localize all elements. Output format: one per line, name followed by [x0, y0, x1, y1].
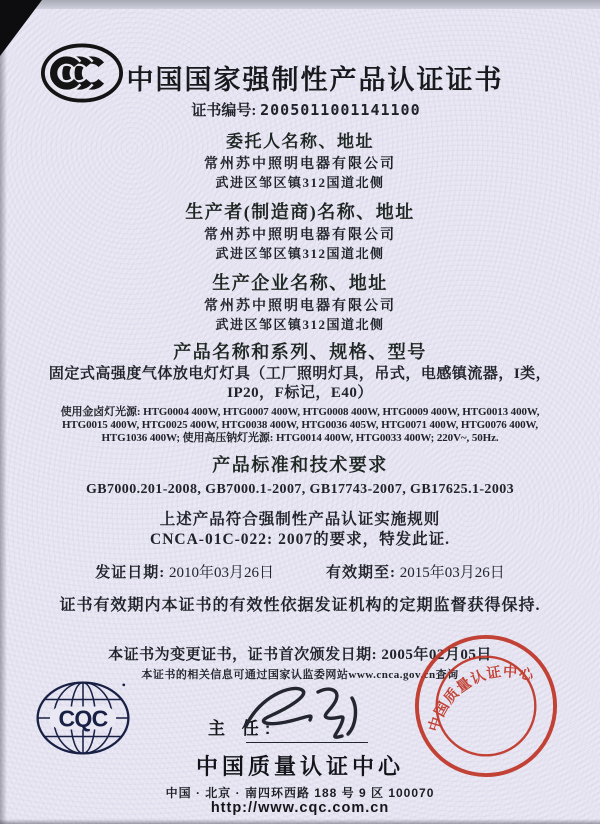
svg-text:中国质量认证中心 — [425, 662, 536, 733]
issue-date-value: 2010年03月26日 — [168, 565, 274, 581]
director-label: 主 任: — [208, 719, 277, 738]
scan-edge-top — [0, 0, 600, 9]
declaration — [28, 510, 572, 550]
factory-heading: 生产企业名称、地址 — [212, 273, 388, 293]
scan-corner-fold — [0, 0, 42, 56]
standards-list: GB7000.201-2008, GB7000.1-2007, GB17743-2007, GB17625.1-2003 — [85, 482, 515, 497]
director-signature — [240, 682, 385, 744]
product-name-line1: 固定式高强度气体放电灯灯具（工厂照明灯具，吊式，电感镇流器，I类， — [48, 366, 552, 382]
manufacturer-heading: 生产者(制造商)名称、地址 — [185, 202, 415, 222]
organization-address: 中国 · 北京 · 南四环西路 188 号 9 区 100070 — [165, 786, 435, 800]
cqc-red-seal — [412, 632, 560, 780]
certificate-number-label: 证书编号: — [191, 103, 257, 119]
seal-inner-text: 中国质量认证中心 — [426, 664, 537, 734]
scan-edge-left — [0, 0, 7, 824]
dates-row — [28, 563, 572, 583]
validity-note: 证书有效期内本证书的有效性依据发证机构的定期监督获得保持. — [59, 597, 541, 614]
expiry-date-label: 有效期至: — [326, 565, 396, 581]
issue-date-group — [95, 563, 274, 583]
manufacturer-name: 常州苏中照明电器有限公司 — [204, 228, 396, 243]
scan-edge-bottom — [0, 819, 600, 824]
product-name-line2: IP20，F标记，E40） — [227, 385, 373, 401]
certificate-title: 中国国家强制性产品认证证书 — [126, 65, 504, 95]
model-line: HTG0015 400W, HTG0025 400W, HTG0038 400W, HTG0036 405W, HTG0071 400W, HTG0076 400W, — [61, 419, 539, 431]
factory-address: 武进区邹区镇312国道北侧 — [215, 317, 385, 332]
standards-heading: 产品标准和技术要求 — [212, 455, 388, 475]
product-models — [28, 406, 572, 445]
certificate-body — [28, 124, 572, 682]
expiry-date-group — [326, 563, 505, 583]
factory-name: 常州苏中照明电器有限公司 — [204, 299, 396, 314]
certificate-number-value: 2005011001141100 — [260, 101, 421, 119]
applicant-name: 常州苏中照明电器有限公司 — [204, 157, 396, 172]
model-line: 使用金卤灯光源: HTG0004 400W, HTG0007 400W, HTG0008 400W, HTG0009 400W, HTG0013 400W, — [60, 406, 540, 418]
model-line: HTG1036 400W; 使用高压钠灯光源: HTG0014 400W, HTG0033 400W; 220V~, 50Hz. — [101, 432, 499, 444]
expiry-date-value: 2015年03月26日 — [399, 565, 505, 581]
declaration-line1: 上述产品符合强制性产品认证实施规则 — [159, 511, 441, 528]
product-heading: 产品名称和系列、规格、型号 — [173, 342, 427, 362]
manufacturer-address: 武进区邹区镇312国道北侧 — [215, 246, 385, 261]
issue-date-label: 发证日期: — [95, 565, 166, 581]
declaration-line2: CNCA-01C-022: 2007的要求，特发此证. — [150, 531, 450, 548]
cqc-logo-text: CQC — [58, 705, 108, 732]
info-note: 本证书的相关信息可通过国家认监委网站www.cnca.gov.cn查询 — [141, 669, 459, 681]
cqc-logo-icon — [33, 676, 133, 760]
certificate-number-row — [0, 99, 600, 120]
organization-website: http://www.cqc.com.cn — [210, 800, 390, 816]
applicant-heading: 委托人名称、地址 — [226, 132, 374, 151]
organization-name: 中国质量认证中心 — [195, 754, 404, 779]
change-note: 本证书为变更证书，证书首次颁发日期: 2005年02月05日 — [108, 647, 492, 663]
signature-line — [246, 742, 368, 743]
applicant-address: 武进区邹区镇312国道北侧 — [215, 175, 385, 190]
